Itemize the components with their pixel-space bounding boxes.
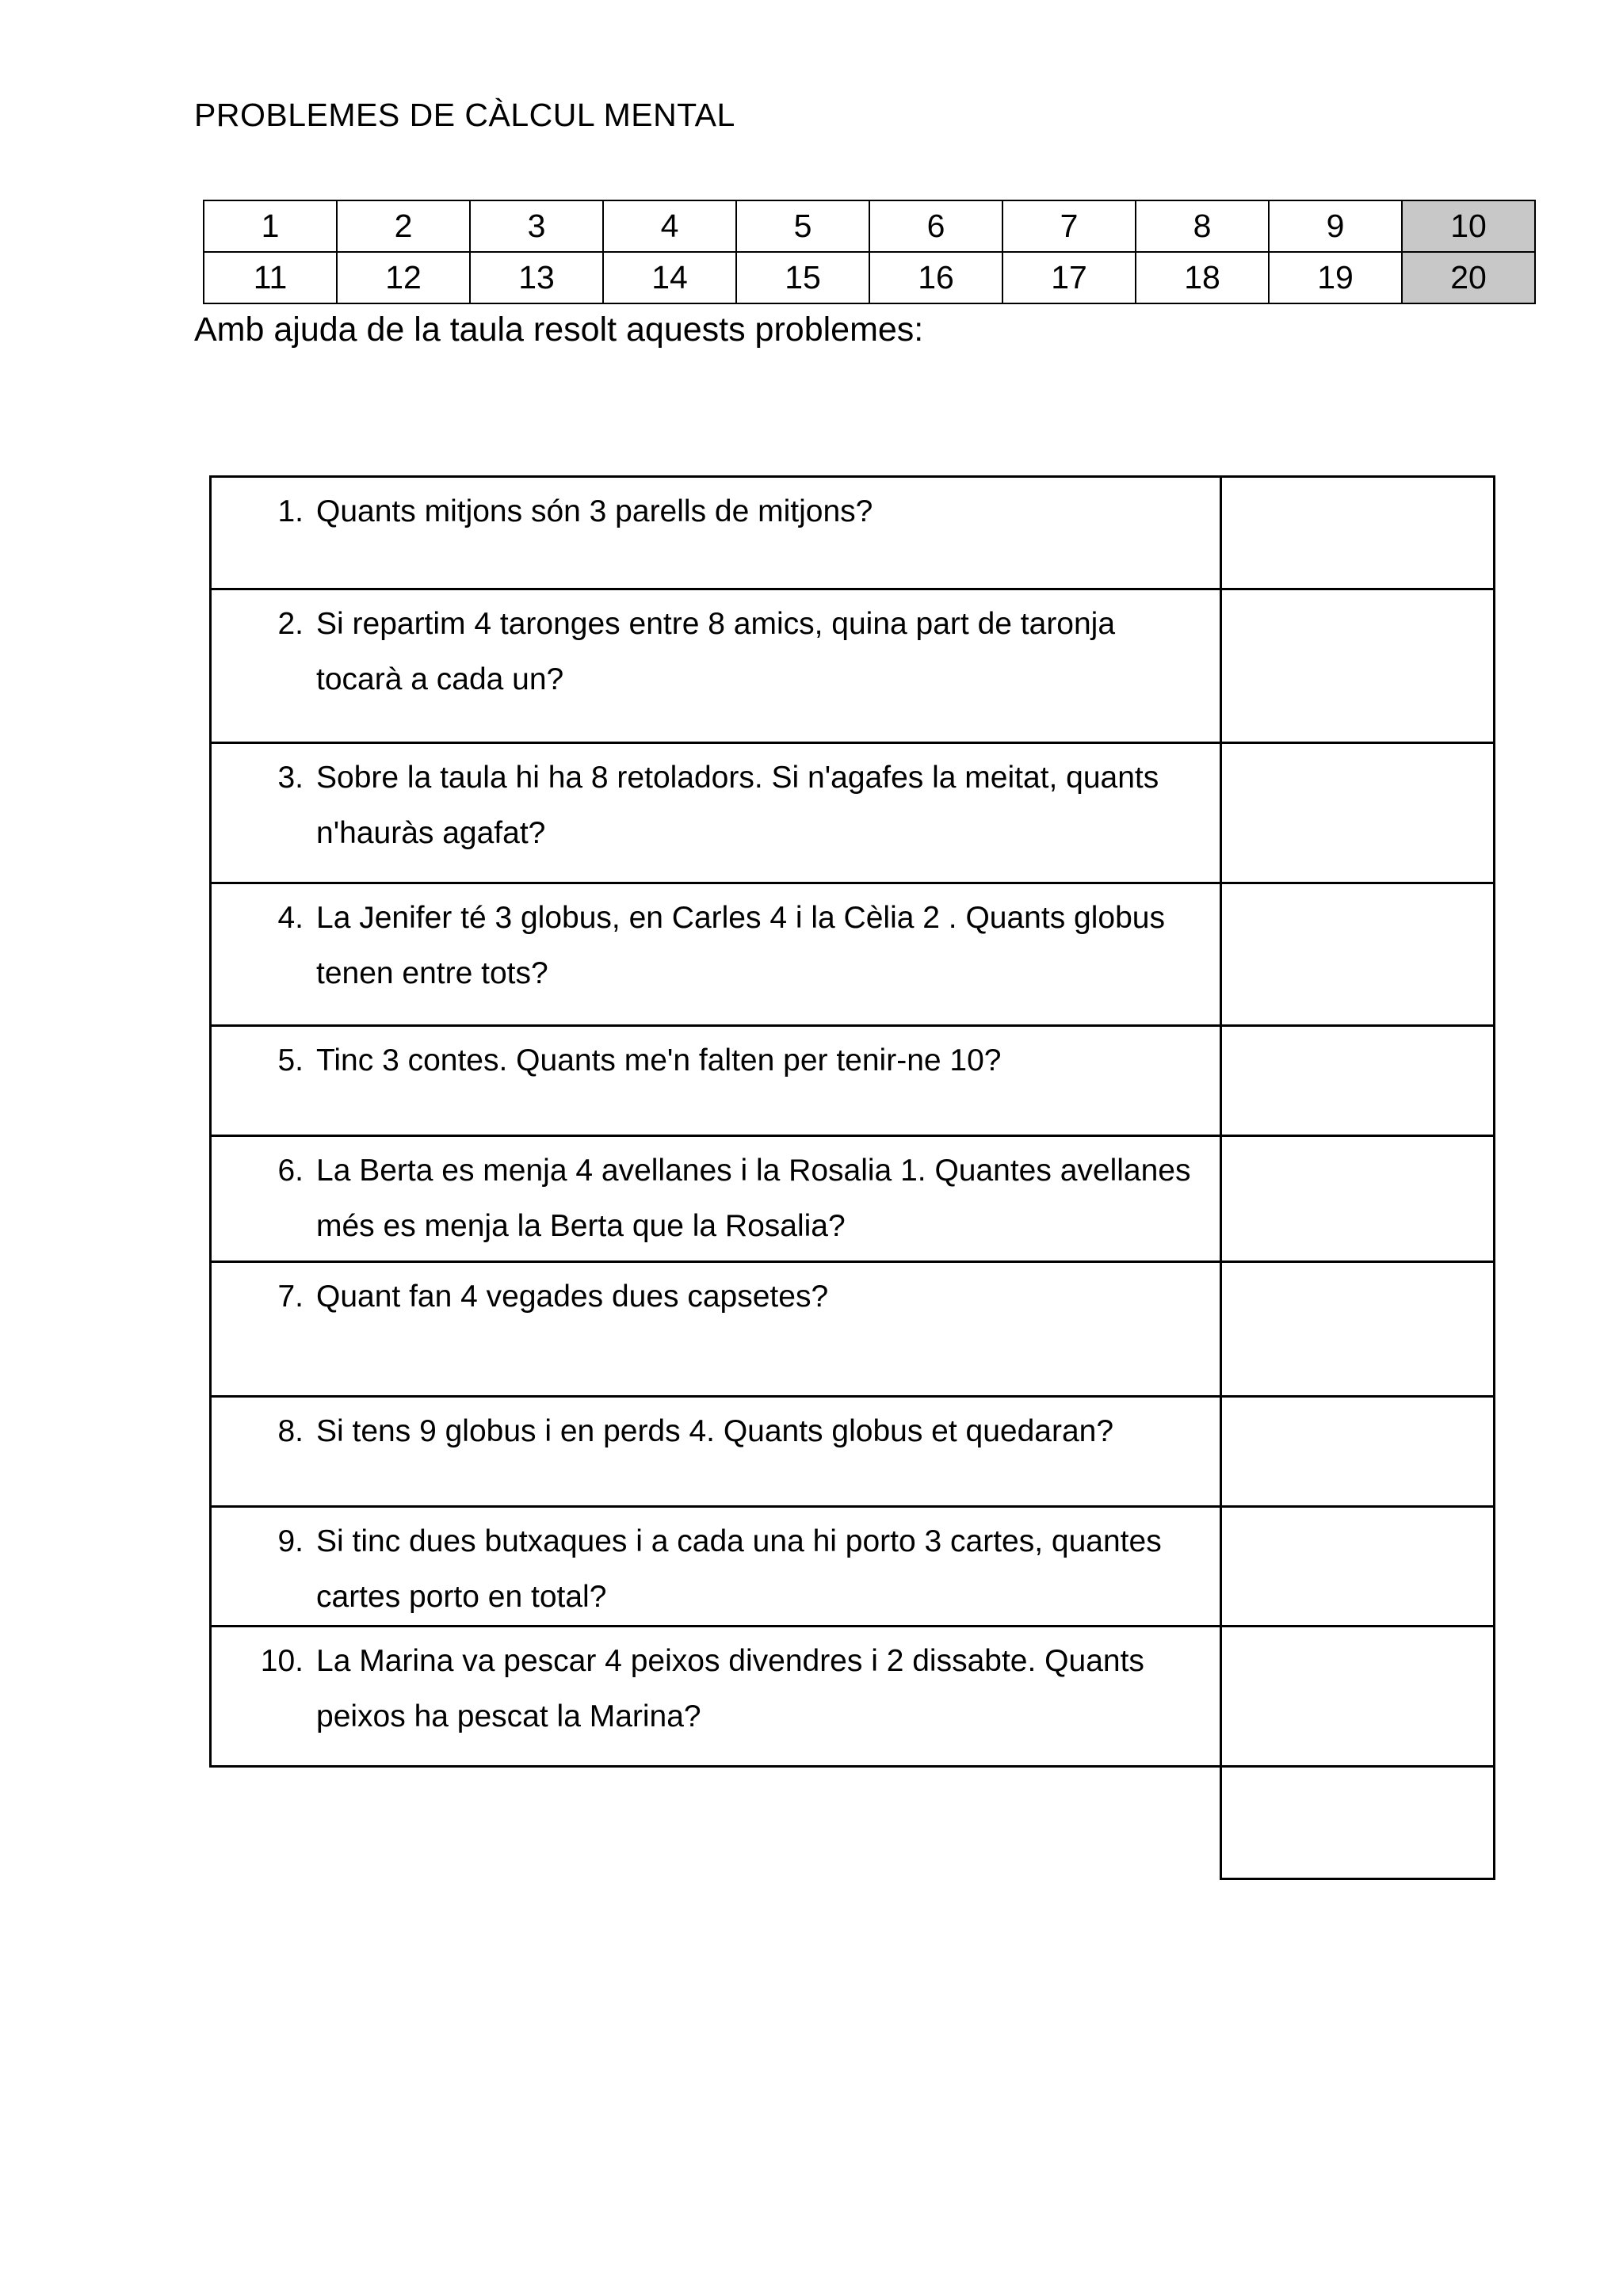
problem-cell: [211, 883, 1221, 1026]
number-row: [204, 200, 1535, 252]
answer-box[interactable]: [1221, 1507, 1495, 1627]
number-row: [204, 252, 1535, 303]
problem-row: [211, 1262, 1495, 1397]
problem-text: Si tinc dues butxaques i a cada una hi porto 3 cartes, quantes cartes porto en total?: [316, 1524, 1162, 1614]
number-cell: 9: [1269, 200, 1402, 252]
empty-cell: [211, 1767, 1221, 1879]
number-cell: 18: [1136, 252, 1269, 303]
number-cell: 15: [736, 252, 869, 303]
answer-box[interactable]: [1221, 1627, 1495, 1767]
number-table: [203, 200, 1536, 304]
number-cell: 3: [470, 200, 603, 252]
problem-number: 5.: [277, 1043, 304, 1077]
answer-box[interactable]: [1221, 1262, 1495, 1397]
answer-box[interactable]: [1221, 1136, 1495, 1262]
problem-number: 3.: [277, 761, 304, 795]
problem-cell: [211, 1627, 1221, 1767]
number-cell: 14: [603, 252, 736, 303]
problem-row: [211, 883, 1495, 1026]
number-cell: 13: [470, 252, 603, 303]
problem-cell: [211, 1026, 1221, 1136]
problem-number: 10.: [260, 1644, 304, 1678]
problem-row: [211, 1507, 1495, 1627]
problem-text: Si repartim 4 taronges entre 8 amics, quina part de taronja tocarà a cada un?: [316, 607, 1116, 696]
problem-row: [211, 743, 1495, 883]
problem-text: Quant fan 4 vegades dues capsetes?: [316, 1280, 829, 1314]
number-cell-shaded: 20: [1402, 252, 1535, 303]
number-cell: 12: [337, 252, 470, 303]
problem-row: [211, 1397, 1495, 1507]
problem-number: 9.: [277, 1524, 304, 1558]
number-cell: 7: [1002, 200, 1136, 252]
problem-cell: [211, 1262, 1221, 1397]
problems-table: [209, 475, 1495, 1880]
answer-box[interactable]: [1221, 883, 1495, 1026]
problem-text: Si tens 9 globus i en perds 4. Quants globus et quedaran?: [316, 1414, 1114, 1448]
number-cell: 1: [204, 200, 337, 252]
problem-number: 2.: [277, 607, 304, 641]
answer-box[interactable]: [1221, 1397, 1495, 1507]
number-cell: 19: [1269, 252, 1402, 303]
answer-box[interactable]: [1221, 1767, 1495, 1879]
number-cell: 16: [869, 252, 1002, 303]
instruction-text: Amb ajuda de la taula resolt aquests problemes:: [194, 311, 924, 349]
number-cell: 8: [1136, 200, 1269, 252]
answer-box[interactable]: [1221, 589, 1495, 743]
number-cell: 2: [337, 200, 470, 252]
problem-row: [211, 1627, 1495, 1767]
problem-number: 6.: [277, 1154, 304, 1188]
page-title: PROBLEMES DE CÀLCUL MENTAL: [194, 97, 735, 133]
answer-box[interactable]: [1221, 477, 1495, 589]
problem-number: 7.: [277, 1280, 304, 1314]
problem-text: Quants mitjons són 3 parells de mitjons?: [316, 494, 873, 528]
problem-cell: [211, 743, 1221, 883]
problem-cell: [211, 477, 1221, 589]
problem-cell: [211, 1507, 1221, 1627]
number-cell: 5: [736, 200, 869, 252]
answer-box[interactable]: [1221, 1026, 1495, 1136]
problem-text: Sobre la taula hi ha 8 retoladors. Si n'agafes la meitat, quants n'hauràs agafat?: [316, 761, 1159, 850]
problem-number: 1.: [277, 494, 304, 528]
problem-row: [211, 1136, 1495, 1262]
number-cell: 6: [869, 200, 1002, 252]
number-cell: 17: [1002, 252, 1136, 303]
problem-number: 4.: [277, 901, 304, 935]
answer-box[interactable]: [1221, 743, 1495, 883]
extra-row: [211, 1767, 1495, 1879]
problem-row: [211, 589, 1495, 743]
problem-cell: [211, 1397, 1221, 1507]
problem-number: 8.: [277, 1414, 304, 1448]
problem-text: La Jenifer té 3 globus, en Carles 4 i la Cèlia 2 . Quants globus tenen entre tots?: [316, 901, 1165, 990]
problem-cell: [211, 1136, 1221, 1262]
problem-text: La Marina va pescar 4 peixos divendres i 2 dissabte. Quants peixos ha pescat la Marina?: [316, 1644, 1144, 1733]
problem-text: La Berta es menja 4 avellanes i la Rosalia 1. Quantes avellanes més es menja la Berta que la Rosalia?: [316, 1154, 1191, 1243]
problem-row: [211, 1026, 1495, 1136]
problem-text: Tinc 3 contes. Quants me'n falten per tenir-ne 10?: [316, 1043, 1002, 1077]
problem-row: [211, 477, 1495, 589]
number-cell: 11: [204, 252, 337, 303]
number-cell-shaded: 10: [1402, 200, 1535, 252]
number-cell: 4: [603, 200, 736, 252]
problem-cell: [211, 589, 1221, 743]
